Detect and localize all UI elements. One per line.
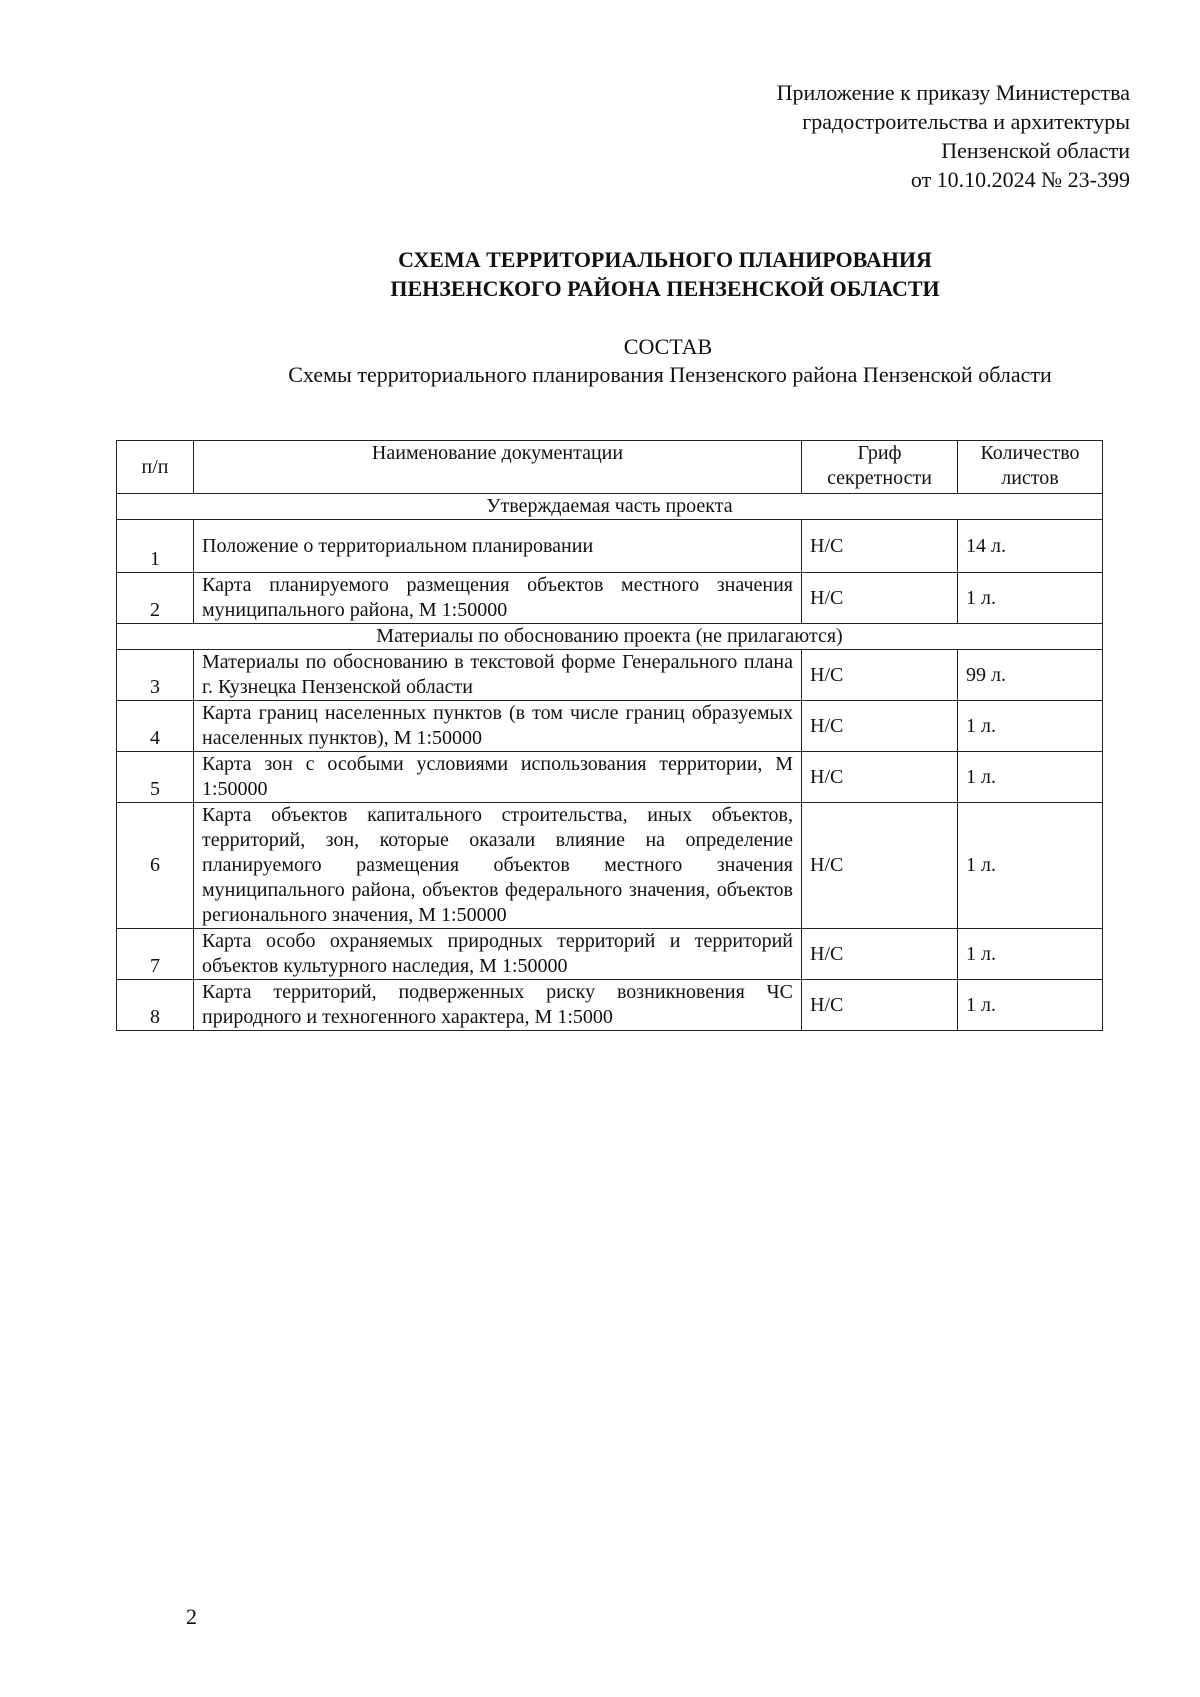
row-qty: 1 л.: [958, 980, 1103, 1031]
row-num: 3: [117, 650, 194, 701]
row-num: 6: [117, 803, 194, 929]
row-grif: Н/С: [802, 701, 958, 752]
row-num: 4: [117, 701, 194, 752]
header-grif: Гриф секретности: [802, 441, 958, 494]
documentation-table: [116, 440, 1103, 1031]
row-qty: 1 л.: [958, 752, 1103, 803]
row-qty: 1 л.: [958, 701, 1103, 752]
row-name: Карта объектов капитального строительства, иных объектов, территорий, зон, которые оказали влияние на определение планируемого размещения объектов местного значения муниципального района, объектов федерального значения, объектов регионального значения, М 1:50000: [194, 803, 802, 929]
table-row: [117, 980, 1103, 1031]
row-qty: 1 л.: [958, 573, 1103, 624]
row-grif: Н/С: [802, 803, 958, 929]
header-line-3: Пензенской области: [941, 138, 1130, 163]
section-title-justification: Материалы по обоснованию проекта (не прилагаются): [117, 624, 1103, 650]
section-title-approved: Утверждаемая часть проекта: [117, 494, 1103, 520]
order-attachment-header: [530, 78, 1130, 194]
header-line-4: от 10.10.2024 № 23-399: [910, 167, 1130, 192]
row-num: 1: [117, 520, 194, 573]
row-name: Карта зон с особыми условиями использования территории, М 1:50000: [194, 752, 802, 803]
sostav-description: Схемы территориального планирования Пензенского района Пензенской области: [288, 362, 1052, 387]
section-row-approved: [117, 494, 1103, 520]
row-num: 7: [117, 929, 194, 980]
row-qty: 1 л.: [958, 929, 1103, 980]
row-grif: Н/С: [802, 650, 958, 701]
table-row: [117, 752, 1103, 803]
row-qty: 14 л.: [958, 520, 1103, 573]
header-line-2: градостроительства и архитектуры: [802, 109, 1130, 134]
row-grif: Н/С: [802, 752, 958, 803]
table-row: [117, 803, 1103, 929]
row-name: Карта планируемого размещения объектов местного значения муниципального района, М 1:50000: [194, 573, 802, 624]
row-name: Карта территорий, подверженных риску возникновения ЧС природного и техногенного характера, М 1:5000: [194, 980, 802, 1031]
page-number: 2: [186, 1604, 197, 1629]
row-name: Положение о территориальном планировании: [194, 520, 802, 573]
table-header-row: [117, 441, 1103, 494]
header-qty: Количество листов: [958, 441, 1103, 494]
table-row: [117, 650, 1103, 701]
row-qty: 99 л.: [958, 650, 1103, 701]
row-num: 8: [117, 980, 194, 1031]
table-row: [117, 701, 1103, 752]
section-row-justification: [117, 624, 1103, 650]
row-name: Карта границ населенных пунктов (в том числе границ образуемых населенных пунктов), М 1:50000: [194, 701, 802, 752]
document-title: [250, 245, 1080, 303]
row-num: 5: [117, 752, 194, 803]
table-row: [117, 573, 1103, 624]
row-grif: Н/С: [802, 573, 958, 624]
title-line-1: СХЕМА ТЕРРИТОРИАЛЬНОГО ПЛАНИРОВАНИЯ: [398, 247, 932, 272]
header-line-1: Приложение к приказу Министерства: [776, 80, 1130, 105]
row-grif: Н/С: [802, 520, 958, 573]
title-line-2: ПЕНЗЕНСКОГО РАЙОНА ПЕНЗЕНСКОЙ ОБЛАСТИ: [390, 276, 940, 301]
row-name: Материалы по обоснованию в текстовой форме Генерального плана г. Кузнецка Пензенской области: [194, 650, 802, 701]
row-grif: Н/С: [802, 929, 958, 980]
row-name: Карта особо охраняемых природных территорий и территорий объектов культурного наследия, М 1:50000: [194, 929, 802, 980]
table-row: [117, 929, 1103, 980]
header-name: Наименование документации: [194, 441, 802, 494]
row-num: 2: [117, 573, 194, 624]
row-grif: Н/С: [802, 980, 958, 1031]
row-qty: 1 л.: [958, 803, 1103, 929]
sostav-heading: СОСТАВ: [623, 334, 713, 359]
header-num: п/п: [117, 441, 194, 494]
table-row: [117, 520, 1103, 573]
